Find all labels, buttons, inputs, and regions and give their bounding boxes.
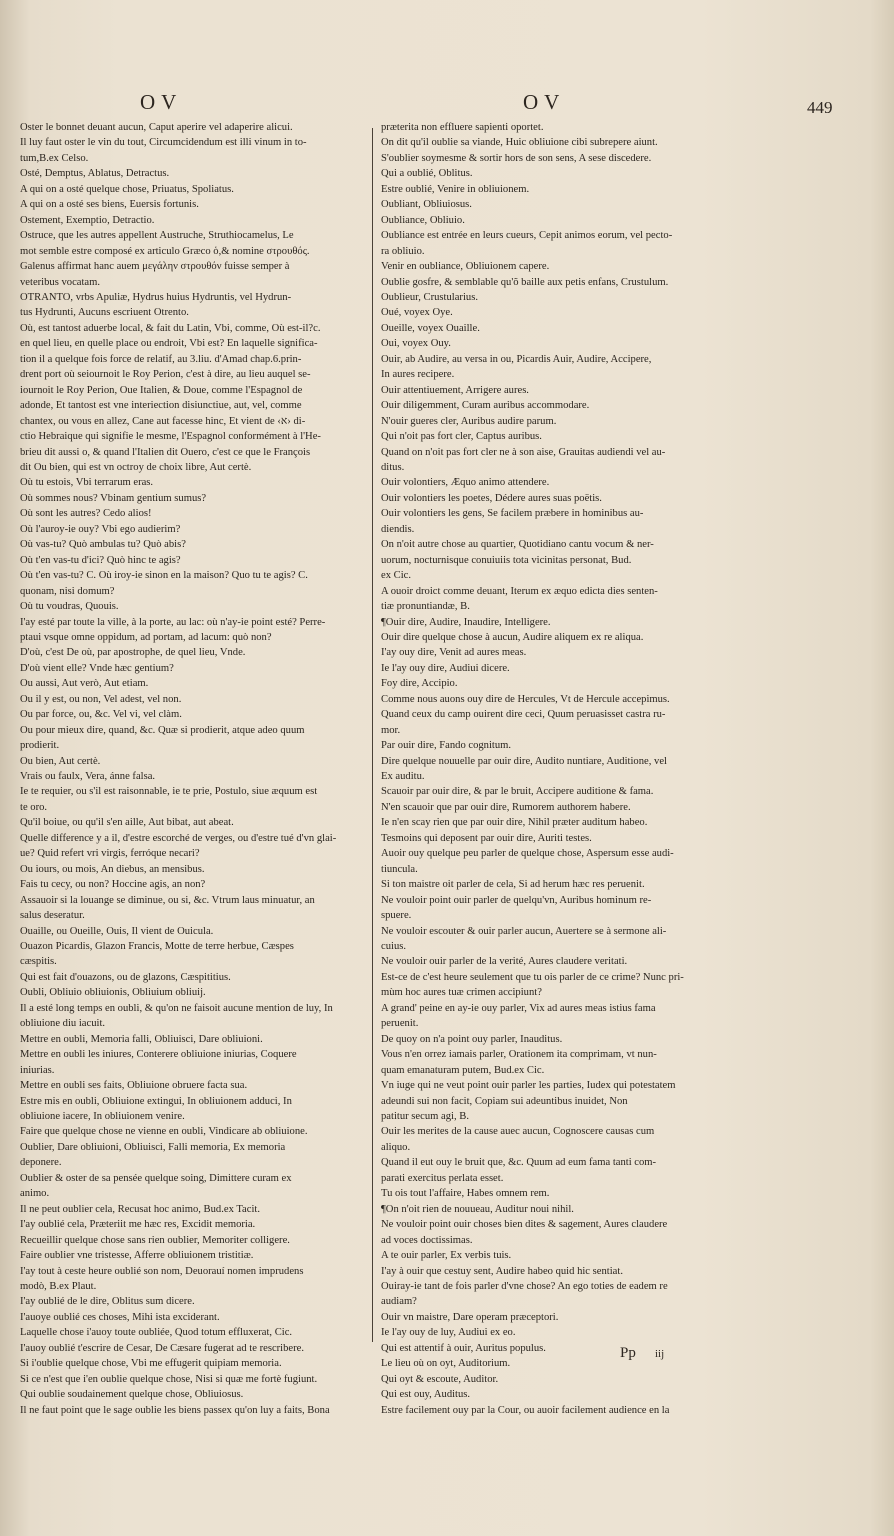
dictionary-line: adeundi sui non facit, Copiam sui adeuntibus inuidet, Non — [381, 1095, 628, 1107]
dictionary-line: veteribus vocatam. — [20, 276, 101, 288]
dictionary-line: te oro. — [20, 801, 48, 813]
dictionary-line: Auoir ouy quelque peu parler de quelque chose, Aspersum esse audi- — [381, 848, 674, 860]
dictionary-line: D'où vient elle? Vnde hæc gentium? — [20, 662, 174, 674]
dictionary-line: Oui, voyex Ouy. — [381, 338, 451, 350]
dictionary-line: Venir en oubliance, Obliuionem capere. — [381, 261, 550, 273]
page-number: 449 — [807, 98, 833, 117]
dictionary-line: Où t'en vas-tu d'ici? Quò hinc te agis? — [20, 554, 181, 566]
dictionary-line: obliuione diu iacuit. — [20, 1018, 106, 1030]
dictionary-line: Oubliant, Obliuiosus. — [381, 199, 472, 211]
dictionary-line: Tesmoins qui deposent par ouir dire, Auriti testes. — [381, 832, 592, 844]
dictionary-line: Faire oublier vne tristesse, Afferre obliuionem tristitiæ. — [20, 1250, 254, 1262]
dictionary-line: Vn iuge qui ne veut point ouir parler les parties, Iudex qui potestatem — [381, 1080, 676, 1092]
dictionary-line: Ouir volontiers les poetes, Dédere aures suas poëtis. — [381, 492, 602, 504]
signature-mark: Pp — [620, 1345, 636, 1361]
column-divider — [372, 128, 373, 1342]
dictionary-line: Oubliance, Obliuio. — [381, 214, 465, 226]
dictionary-line: prodierit. — [20, 740, 60, 752]
dictionary-line: Où l'auroy-ie ouy? Vbi ego audierim? — [20, 523, 181, 535]
dictionary-line: Recueillir quelque chose sans rien oublier, Memoriter colligere. — [20, 1234, 290, 1246]
dictionary-line: Ouir attentiuement, Arrigere aures. — [381, 384, 529, 396]
dictionary-line: Mettre en oubli ses faits, Obliuione obruere facta sua. — [20, 1080, 248, 1092]
right-column — [381, 120, 727, 1418]
dictionary-line: Ouazon Picardis, Glazon Francis, Motte de terre herbue, Cæspes — [20, 941, 294, 953]
dictionary-line: A grand' peine en ay-ie ouy parler, Vix ad aures meas istius fama — [381, 1002, 656, 1014]
dictionary-line: Mettre en oubli les iniures, Conterere obliuione iniurias, Coquere — [20, 1049, 297, 1061]
dictionary-line: Ne vouloir ouir parler de la verité, Aures claudere veritati. — [381, 956, 628, 968]
dictionary-line: patitur secum agi, B. — [381, 1111, 469, 1122]
dictionary-line: I'ay ouy dire, Venit ad aures meas. — [381, 647, 527, 659]
dictionary-line: Il a esté long temps en oubli, & qu'on ne faisoit aucune mention de luy, In — [20, 1002, 333, 1014]
dictionary-line: Ouaille, ou Oueille, Ouis, Il vient de Ouicula. — [20, 925, 214, 937]
dictionary-line: mor. — [381, 724, 401, 736]
dictionary-line: ra obliuio. — [381, 245, 425, 257]
dictionary-line: animo. — [20, 1188, 50, 1200]
dictionary-line: Vous n'en orrez iamais parler, Orationem ita comprimam, vt nun- — [381, 1049, 657, 1061]
dictionary-line: quonam, nisi domum? — [20, 585, 115, 597]
dictionary-line: salus deseratur. — [20, 910, 85, 922]
dictionary-line: S'oublier soymesme & sortir hors de son sens, A sese discedere. — [381, 152, 652, 164]
dictionary-line: Ouir dire quelque chose à aucun, Audire aliquem ex re aliqua. — [381, 631, 644, 643]
dictionary-line: Ie l'ay ouy de luy, Audiui ex eo. — [381, 1327, 516, 1339]
dictionary-line: Où sont les autres? Cedo alios! — [20, 508, 152, 520]
dictionary-line: Où sommes nous? Vbinam gentium sumus? — [20, 492, 207, 504]
dictionary-line: diendis. — [381, 523, 415, 535]
dictionary-line: tiæ pronuntiandæ, B. — [381, 601, 470, 613]
dictionary-line: I'ay oublié de le dire, Oblitus sum dicere. — [20, 1296, 195, 1308]
dictionary-line: tum,B.ex Celso. — [20, 152, 89, 164]
dictionary-line: OTRANTO, vrbs Apuliæ, Hydrus huius Hydruntis, vel Hydrun- — [20, 291, 292, 303]
dictionary-line: cuius. — [381, 941, 407, 953]
dictionary-line: Où, est tantost aduerbe local, & fait du Latin, Vbi, comme, Où est-il?c. — [20, 322, 321, 334]
dictionary-line: Oué, voyex Oye. — [381, 307, 453, 319]
dictionary-line: en quel lieu, en quelle place ou endroit, Vbi est? En laquelle significa- — [20, 338, 318, 350]
running-head-right: OV — [523, 90, 566, 114]
dictionary-line: Ouiray-ie tant de fois parler d'vne chose? An ego toties de eadem re — [381, 1280, 668, 1292]
dictionary-line: chantex, ou vous en allez, Cane aut facesse hinc, Et vient de ‹א› di- — [20, 415, 306, 427]
dictionary-line: I'ay à ouir que cestuy sent, Audire habeo quid hic sentiat. — [381, 1265, 623, 1277]
dictionary-line: Galenus affirmat hanc auem μεγάλην στρουθόν fuisse semper à — [20, 261, 290, 273]
dictionary-line: Ex auditu. — [381, 771, 425, 783]
dictionary-line: Ne vouloir point ouir choses bien dites & sagement, Aures claudere — [381, 1219, 668, 1231]
dictionary-line: adonde, Et tantost est vne interiection disiunctiue, aut, vel, comme — [20, 400, 302, 412]
dictionary-line: ¶Ouir dire, Audire, Inaudire, Intelligere. — [381, 616, 551, 628]
dictionary-line: Scauoir par ouir dire, & par le bruit, Accipere auditione & fama. — [381, 786, 654, 798]
dictionary-line: Il ne peut oublier cela, Recusat hoc animo, Bud.ex Tacit. — [20, 1203, 260, 1215]
dictionary-line: tus Hydrunti, Aucuns escriuent Otrento. — [20, 307, 189, 319]
dictionary-line: Qui a oublié, Oblitus. — [381, 168, 473, 180]
dictionary-line: modò, B.ex Plaut. — [20, 1280, 97, 1292]
dictionary-line: Ostement, Exemptio, Detractio. — [20, 214, 155, 226]
dictionary-line: De quoy on n'a point ouy parler, Inauditus. — [381, 1033, 563, 1045]
dictionary-line: Ie te requier, ou s'il est raisonnable, ie te prie, Postulo, siue æquum est — [20, 786, 318, 798]
dictionary-line: Ie n'en scay rien que par ouir dire, Nihil præter auditum habeo. — [381, 817, 648, 829]
dictionary-line: Oubliance est entrée en leurs cueurs, Cepit animos eorum, vel pecto- — [381, 230, 673, 242]
dictionary-line: mùm hoc aures tuæ crimen accipiunt? — [381, 987, 542, 999]
dictionary-line: quam emanaturam putem, Bud.ex Cic. — [381, 1064, 545, 1076]
dictionary-line: Fais tu cecy, ou non? Hoccine agis, an non? — [20, 879, 206, 891]
dictionary-line: I'ay oublié cela, Præteriit me hæc res, Excidit memoria. — [20, 1219, 256, 1231]
dictionary-line: Oublieur, Crustularius. — [381, 291, 478, 303]
dictionary-line: Où tu estois, Vbi terrarum eras. — [20, 477, 154, 489]
dictionary-line: I'ay esté par toute la ville, à la porte, au lac: où n'ay-ie point esté? Perre- — [20, 616, 326, 628]
dictionary-line: Est-ce de c'est heure seulement que tu ois parler de ce crime? Nunc pri- — [381, 971, 684, 983]
dictionary-line: D'où, c'est De où, par apostrophe, de quel lieu, Vnde. — [20, 647, 246, 659]
dictionary-line: A ouoir droict comme deuant, Iterum ex æquo edicta dies senten- — [381, 585, 658, 597]
dictionary-line: Estre oublié, Venire in obliuionem. — [381, 183, 530, 195]
dictionary-line: peruenit. — [381, 1018, 419, 1030]
dictionary-line: Ouir volontiers, Æquo animo attendere. — [381, 477, 550, 489]
dictionary-line: Ou pour mieux dire, quand, &c. Quæ si prodierit, atque adeo quum — [20, 724, 305, 736]
dictionary-line: Ou il y est, ou non, Vel adest, vel non. — [20, 693, 182, 705]
dictionary-line: ditus. — [381, 461, 405, 473]
dictionary-line: parati exercitus perlata esset. — [381, 1172, 504, 1184]
dictionary-line: Quelle difference y a il, d'estre escorché de verges, ou d'estre tué d'vn glai- — [20, 832, 337, 844]
dictionary-line: ¶On n'oit rien de nouueau, Auditur noui nihil. — [381, 1203, 574, 1215]
dictionary-line: Qui est fait d'ouazons, ou de glazons, Cæspititius. — [20, 971, 231, 983]
dictionary-line: Où t'en vas-tu? C. Où iroy-ie sinon en la maison? Quo tu te agis? C. — [20, 570, 308, 582]
dictionary-line: Ou aussi, Aut verò, Aut etiam. — [20, 678, 149, 690]
dictionary-line: Où tu voudras, Quouis. — [20, 601, 119, 613]
dictionary-line: Le lieu où on oyt, Auditorium. — [381, 1358, 511, 1370]
dictionary-line: Quand on n'oit pas fort cler ne à son aise, Grauitas audiendi vel au- — [381, 446, 666, 458]
dictionary-line: Comme nous auons ouy dire de Hercules, Vt de Hercule accepimus. — [381, 693, 670, 705]
dictionary-line: I'auoye oublié ces choses, Mihi ista exciderant. — [20, 1311, 220, 1323]
dictionary-line: audiam? — [381, 1296, 417, 1308]
dictionary-line: mot semble estre composé ex articulo Græco ὁ,& nomine στρουθός. — [20, 245, 310, 257]
dictionary-line: Oueille, voyex Ouaille. — [381, 322, 480, 334]
dictionary-line: dit Ou bien, qui est vn octroy de choix libre, Aut certè. — [20, 461, 252, 473]
dictionary-line: Dire quelque nouuelle par ouir dire, Audito nuntiare, Auditione, vel — [381, 755, 667, 767]
dictionary-line: præterita non effluere sapienti oportet. — [381, 122, 544, 133]
dictionary-line: Par ouir dire, Fando cognitum. — [381, 740, 512, 752]
dictionary-line: A qui on a osté ses biens, Euersis fortunis. — [20, 199, 199, 211]
dictionary-line: Ne vouloir escouter & ouir parler aucun, Auertere se à sermone ali- — [381, 925, 667, 937]
dictionary-line: Laquelle chose i'auoy toute oubliée, Quod totum effluxerat, Cic. — [20, 1327, 293, 1339]
dictionary-line: Qui oyt & escoute, Auditor. — [381, 1373, 499, 1385]
dictionary-line: Ouir volontiers les gens, Se facilem præbere in hominibus au- — [381, 508, 644, 520]
dictionary-line: Si i'oublie quelque chose, Vbi me effugerit quipiam memoria. — [20, 1358, 282, 1370]
dictionary-line: ad voces doctissimas. — [381, 1234, 473, 1246]
dictionary-line: Faire que quelque chose ne vienne en oubli, Vindicare ab obliuione. — [20, 1126, 308, 1138]
dictionary-line: I'ay tout à ceste heure oublié son nom, Deuorauí nomen imprudens — [20, 1265, 304, 1277]
dictionary-line: Qui oublie soudainement quelque chose, Obliuiosus. — [20, 1389, 244, 1401]
dictionary-line: brieu dit aussi o, & quand l'Italien dit Ouero, c'est ce que le François — [20, 446, 311, 458]
dictionary-line: Si ce n'est que i'en oublie quelque chose, Nisi si quæ me fortè fugiunt. — [20, 1373, 318, 1385]
dictionary-line: Il ne faut point que le sage oublie les biens passex qu'on luy a faits, Bona — [20, 1404, 330, 1416]
dictionary-line: A qui on a osté quelque chose, Priuatus, Spoliatus. — [20, 183, 234, 195]
dictionary-line: Qu'il boiue, ou qu'il s'en aille, Aut bibat, aut abeat. — [20, 817, 234, 829]
dictionary-line: tiuncula. — [381, 863, 418, 875]
dictionary-line: ctio Hebraique qui signifie le mesme, l'Espagnol conformément à l'He- — [20, 431, 321, 443]
dictionary-line: Si ton maistre oit parler de cela, Si ad herum hæc res peruenit. — [381, 879, 645, 891]
dictionary-line: Ou iours, ou mois, An diebus, an mensibus. — [20, 863, 205, 875]
dictionary-line: Ne vouloir point ouir parler de quelqu'vn, Auribus hominum re- — [381, 894, 652, 906]
dictionary-line: ex Cic. — [381, 570, 412, 582]
dictionary-line: Foy dire, Accipio. — [381, 678, 458, 690]
dictionary-line: iniurias. — [20, 1064, 55, 1076]
dictionary-line: Ouir les merites de la cause auec aucun, Cognoscere causas cum — [381, 1126, 655, 1138]
dictionary-line: Qui est ouy, Auditus. — [381, 1389, 471, 1401]
dictionary-line: Ouir diligemment, Curam auribus accommodare. — [381, 400, 590, 412]
dictionary-line: Estre mis en oubli, Obliuione extingui, In obliuionem adduci, In — [20, 1095, 292, 1107]
dictionary-line: Ou par force, ou, &c. Vel vi, vel clàm. — [20, 709, 182, 721]
dictionary-line: N'en scauoir que par ouir dire, Rumorem authorem habere. — [381, 801, 631, 813]
dictionary-line: Ostruce, que les autres appellent Austruche, Struthiocamelus, Le — [20, 230, 294, 242]
dictionary-line: Osté, Demptus, Ablatus, Detractus. — [20, 168, 170, 180]
left-column — [20, 120, 365, 1418]
dictionary-line: Il luy faut oster le vin du tout, Circumcidendum est illi vinum in to- — [20, 137, 307, 149]
dictionary-line: deponere. — [20, 1157, 62, 1169]
dictionary-line: On n'oit autre chose au quartier, Quotidiano cantu vocum & ner- — [381, 539, 654, 551]
dictionary-line: Qui n'oit pas fort cler, Captus auribus. — [381, 431, 542, 443]
dictionary-line: Ou bien, Aut certè. — [20, 755, 101, 767]
dictionary-line: Tu ois tout l'affaire, Habes omnem rem. — [381, 1188, 550, 1200]
dictionary-line: Quand il eut ouy le bruit que, &c. Quum ad eum fama tanti com- — [381, 1157, 657, 1169]
dictionary-line: Assauoir si la louange se diminue, ou si, &c. Vtrum laus minuatur, an — [20, 894, 315, 906]
dictionary-line: cæspitis. — [20, 956, 57, 968]
dictionary-line: Qui est attentif à ouir, Auritus populus. — [381, 1342, 546, 1354]
running-head-left: OV — [140, 90, 183, 114]
dictionary-line: Mettre en oubli, Memoria falli, Obliuisci, Dare obliuioni. — [20, 1033, 263, 1045]
dictionary-line: Oublier, Dare obliuioni, Obliuisci, Falli memoria, Ex memoria — [20, 1141, 286, 1153]
dictionary-line: Ouir vn maistre, Dare operam præceptori. — [381, 1311, 559, 1323]
dictionary-line: Oublie gosfre, & semblable qu'õ baille aux petis enfans, Crustulum. — [381, 276, 669, 288]
dictionary-line: tion il a quelque fois force de relatif, au 3.liu. d'Amad chap.6.prin- — [20, 353, 302, 365]
dictionary-line: Vrais ou faulx, Vera, ánne falsa. — [20, 771, 156, 783]
dictionary-line: Oubli, Obliuio obliuionis, Obliuium obliuij. — [20, 987, 206, 999]
dictionary-line: N'ouir gueres cler, Auribus audire parum. — [381, 415, 557, 427]
dictionary-line: ptaui vsque omne oppidum, ad portam, ad lacum: quò non? — [20, 631, 272, 643]
dictionary-line: Ie l'ay ouy dire, Audiui dicere. — [381, 662, 510, 674]
dictionary-line: drent port où seiournoit le Roy Perion, c'est à dire, au lieu auquel se- — [20, 369, 311, 381]
dictionary-line: Estre facilement ouy par la Cour, ou auoir facilement audience en la — [381, 1404, 670, 1416]
dictionary-line: On dit qu'il oublie sa viande, Huic obliuione cibi subrepere aiunt. — [381, 137, 658, 149]
dictionary-line: Ouir, ab Audire, au versa in ou, Picardis Auir, Audire, Accipere, — [381, 353, 652, 365]
dictionary-line: uorum, nocturnisque conuiuiis tota vicinitas personat, Bud. — [381, 554, 632, 566]
dictionary-line: iournoit le Roy Perion, Oue Italien, & Doue, comme l'Espagnol de — [20, 384, 303, 396]
dictionary-line: spuere. — [381, 910, 412, 922]
dictionary-line: Oublier & oster de sa pensée quelque soing, Dimittere curam ex — [20, 1172, 292, 1184]
signature-numeral: iij — [655, 1348, 665, 1360]
dictionary-line: In aures recipere. — [381, 369, 455, 381]
dictionary-line: obliuione iacere, In obliuionem venire. — [20, 1111, 185, 1122]
dictionary-line: Oster le bonnet deuant aucun, Caput aperire vel adaperire alicui. — [20, 122, 293, 133]
dictionary-line: aliquo. — [381, 1141, 411, 1153]
dictionary-line: ue? Quid refert vri virgis, ferróque necari? — [20, 848, 200, 860]
dictionary-line: A te ouir parler, Ex verbis tuis. — [381, 1250, 512, 1262]
dictionary-line: I'auoy oublié t'escrire de Cesar, De Cæsare fugerat ad te rescribere. — [20, 1342, 304, 1354]
dictionary-line: Quand ceux du camp ouirent dire ceci, Quum peruasisset castra ru- — [381, 709, 666, 721]
dictionary-line: Où vas-tu? Quò ambulas tu? Quò abis? — [20, 539, 186, 551]
